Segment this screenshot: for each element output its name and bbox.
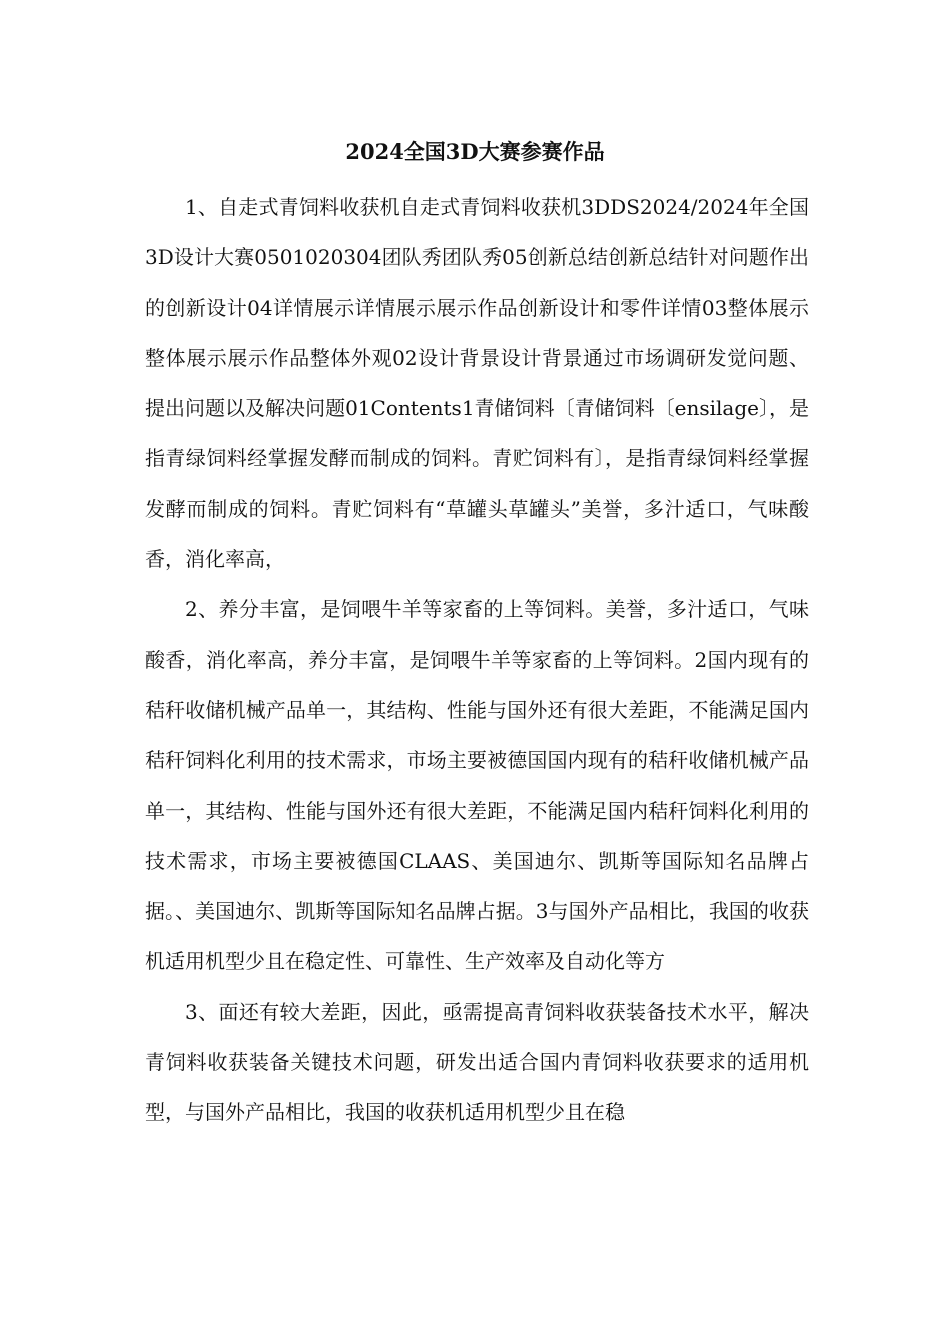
document-title: 2024全国3D大赛参赛作品 [345, 139, 605, 164]
paragraph-2: 2、养分丰富，是饲喂牛羊等家畜的上等饲料。美誉，多汁适口，气味酸香，消化率高，养分丰富，是饲喂牛羊等家畜的上等饲料。2国内现有的秸秆收储机械产品单一，其结构、性能与国外还有很大差距，不能满足国内秸秆饲料化利用的技术需求，市场主要被德国国内现有的秸秆收储机械产品单一，其结构、性能与国外还有很大差距，不能满足国内秸秆饲料化利用的技术需求，市场主要被德国CLAAS、美国迪尔、凯斯等国际知名品牌占据。、美国迪尔、凯斯等国际知名品牌占据。3与国外产品相比，我国的收获机适用机型少且在稳定性、可靠性、生产效率及自动化等方 [145, 597, 809, 974]
paragraph-3: 3、面还有较大差距，因此，亟需提高青饲料收获装备技术水平，解决青饲料收获装备关键技术问题，研发出适合国内青饲料收获要求的适用机型，与国外产品相比，我国的收获机适用机型少且在稳 [145, 999, 809, 1125]
document-body [145, 182, 809, 1138]
paragraph-1: 1、自走式青饲料收获机自走式青饲料收获机3DDS2024/2024年全国3D设计大赛0501020304团队秀团队秀05创新总结创新总结针对问题作出的创新设计04详情展示详情展示展示作品创新设计和零件详情03整体展示整体展示展示作品整体外观02设计背景设计背景通过市场调研发觉问题、提出问题以及解决问题01Contents1青储饲料〔青储饲料〔ensilage〕，是指青绿饲料经掌握发酵而制成的饲料。青贮饲料有〕，是指青绿饲料经掌握发酵而制成的饲料。青贮饲料有“草罐头草罐头”美誉，多汁适口，气味酸香，消化率高， [145, 195, 809, 572]
